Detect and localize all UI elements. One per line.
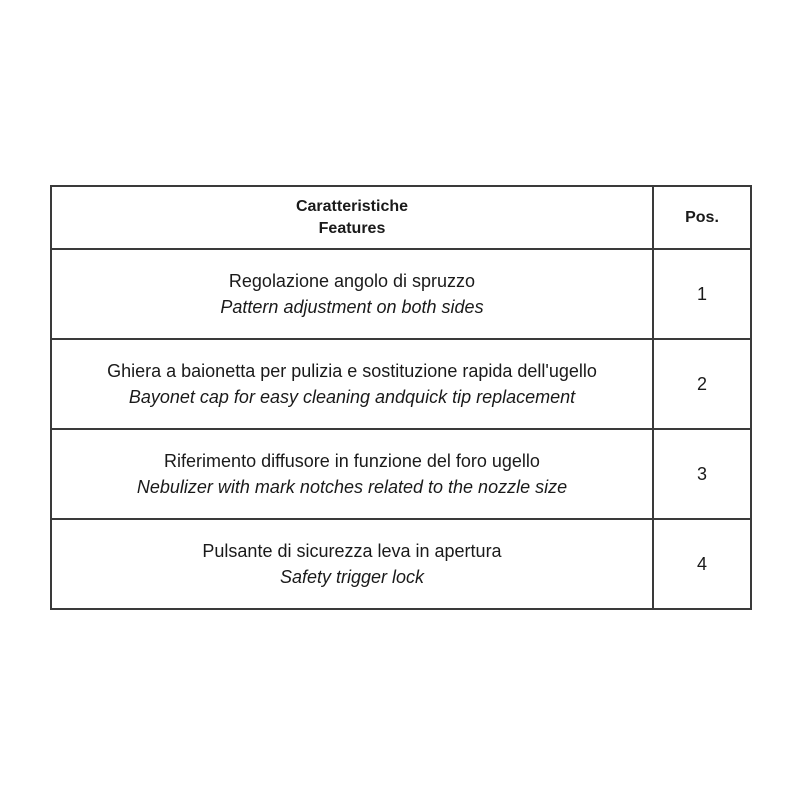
- feature-en: Pattern adjustment on both sides: [220, 297, 484, 317]
- feature-en: Bayonet cap for easy cleaning andquick tip replacement: [128, 387, 576, 407]
- pos-cell: 3: [653, 429, 751, 519]
- pos-cell: 2: [653, 339, 751, 429]
- table-header-row: [51, 186, 751, 249]
- table-row: [51, 429, 751, 519]
- feature-it: Riferimento diffusore in funzione del foro ugello: [164, 451, 540, 471]
- header-features: [51, 186, 653, 249]
- header-features-it: Caratteristiche: [295, 197, 409, 215]
- feature-it: Ghiera a baionetta per pulizia e sostituzione rapida dell'ugello: [107, 361, 597, 381]
- feature-en: Nebulizer with mark notches related to the nozzle size: [136, 477, 568, 497]
- features-table: [50, 185, 752, 610]
- header-features-en: Features: [318, 219, 386, 237]
- header-pos: Pos.: [653, 186, 751, 249]
- feature-it: Regolazione angolo di spruzzo: [228, 271, 476, 291]
- feature-cell: [51, 249, 653, 339]
- pos-cell: 1: [653, 249, 751, 339]
- table-row: [51, 519, 751, 609]
- feature-en: Safety trigger lock: [279, 567, 425, 587]
- table-row: [51, 249, 751, 339]
- pos-cell: 4: [653, 519, 751, 609]
- feature-cell: [51, 429, 653, 519]
- feature-cell: [51, 339, 653, 429]
- feature-it: Pulsante di sicurezza leva in apertura: [202, 541, 502, 561]
- feature-cell: [51, 519, 653, 609]
- table-row: [51, 339, 751, 429]
